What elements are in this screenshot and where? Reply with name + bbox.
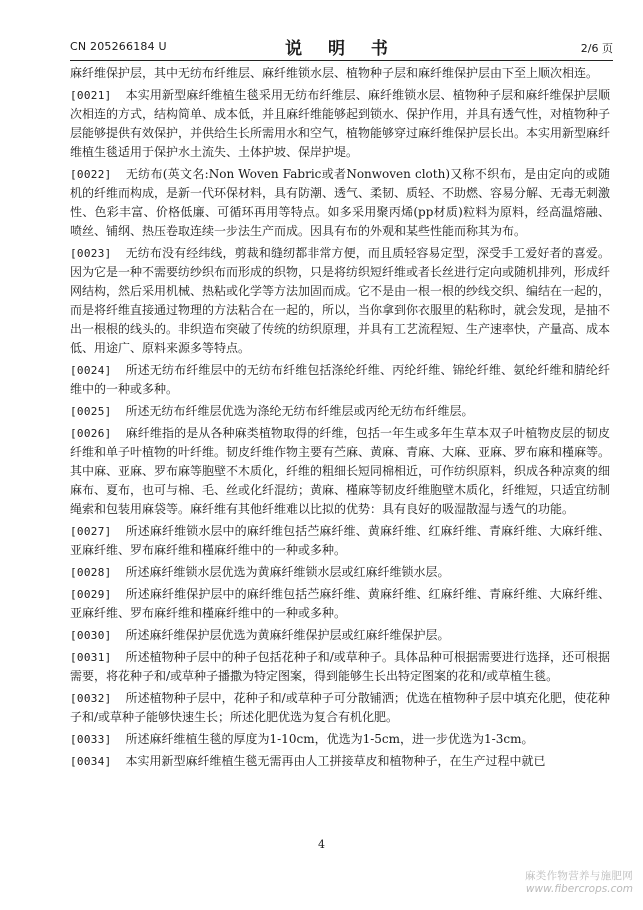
paragraph-text: 本实用新型麻纤维植生毯采用无纺布纤维层、麻纤维锁水层、植物种子层和麻纤维保护层顺次相连的方式，结构简单、成本低，并且麻纤维能够起到锁水、保护作用，并具有透气性，对植物种子层能够提供有效保护，并供给生长所需用水和空气，植物能够穿过麻纤维保护层长出。本实用新型麻纤维植生毯适用于保护水土流失、土体护坡、保岸护堤。 [70,88,611,159]
paragraph [70,86,610,162]
paragraph-text: 所述无纺布纤维层优选为涤纶无纺布纤维层或丙纶无纺布纤维层。 [125,404,474,418]
paragraph-number: [0029] [70,588,112,601]
paragraph-text: 所述麻纤维植生毯的厚度为1-10cm，优选为1-5cm，进一步优选为1-3cm。 [125,732,534,746]
paragraph-text: 无纺布没有经纬线，剪裁和缝纫都非常方便，而且质轻容易定型，深受手工爱好者的喜爱。因为它是一种不需要纺纱织布而形成的织物，只是将纺织短纤维或者长丝进行定向或随机排列，形成纤网结构，然后采用机械、热粘或化学等方法加固而成。它不是由一根一根的纱线交织、编结在一起的，而是将纤维直接通过物理的方法粘合在一起的，所以，当你拿到你衣服里的粘称时，就会发现，是抽不出一根根的线头的。非织造布突破了传统的纺织原理，并具有工艺流程短、生产速率快，产量高、成本低、用途广、原料来源多等特点。 [70,246,611,355]
paragraph-text: 无纺布(英文名:Non Woven Fabric或者Nonwoven cloth)又称不织布，是由定向的或随机的纤维而构成，是新一代环保材料，具有防潮、透气、柔韧、质轻、不助燃、容易分解、无毒无刺激性、色彩丰富、价格低廉、可循环再用等特点。如多采用聚丙烯(pp材质)粒料为原料，经高温熔融、喷丝、铺纲、热压卷取连续一步法生产而成。因具有布的外观和某些性能而称其为布。 [70,167,611,238]
paragraph-text: 所述无纺布纤维层中的无纺布纤维包括涤纶纤维、丙纶纤维、锦纶纤维、氨纶纤维和腈纶纤维中的一种或多种。 [70,363,610,396]
page-indicator: 2/6 页 [580,42,613,55]
paragraph-text: 麻纤维指的是从各种麻类植物取得的纤维，包括一年生或多年生草本双子叶植物皮层的韧皮纤维和单子叶植物的叶纤维。韧皮纤维作物主要有苎麻、黄麻、青麻、大麻、亚麻、罗布麻和槿麻等。其中麻、亚麻、罗布麻等胞壁不木质化，纤维的粗细长短同棉相近，可作纺织原料，织成各种凉爽的细麻布、夏布，也可与棉、毛、丝或化纤混纺；黄麻、槿麻等韧皮纤维胞壁木质化，纤维短，只适宜纺制绳索和包装用麻袋等。麻纤维有其他纤维难以比拟的优势：具有良好的吸湿散湿与透气的功能。 [70,426,611,516]
site-watermark [525,870,633,896]
watermark-url: www.fibercrops.com [525,883,633,895]
intro-paragraph: 麻纤维保护层，其中无纺布纤维层、麻纤维锁水层、植物种子层和麻纤维保护层由下至上顺次相连。 [70,66,599,80]
paragraph-number: [0034] [70,755,112,768]
paragraph-number: [0028] [70,566,112,579]
paragraph [70,585,610,623]
paragraph [70,522,610,560]
paragraph [70,730,610,749]
paragraph [70,244,610,358]
paragraph [70,402,610,421]
page-header [70,34,613,61]
paragraph-number: [0031] [70,651,112,664]
paragraph-text: 所述麻纤维保护层优选为黄麻纤维保护层或红麻纤维保护层。 [125,628,450,642]
document-body [70,64,610,774]
paragraph [70,752,610,771]
paragraph [70,626,610,645]
paragraph-number: [0023] [70,247,112,260]
paragraph-text: 所述植物种子层中的种子包括花种子和/或草种子。具体品种可根据需要进行选择，还可根据需要，将花种子和/或草种子播撒为特定图案，得到能够生长出特定图案的花和/或草植生毯。 [70,650,610,683]
paragraph-number: [0026] [70,427,112,440]
paragraph-number: [0021] [70,89,112,102]
paragraph-number: [0024] [70,364,112,377]
paragraph-number: [0033] [70,733,112,746]
document-title: 说 明 书 [285,39,398,59]
paragraph-number: [0032] [70,692,112,705]
paragraph [70,648,610,686]
paragraph-text: 所述麻纤维锁水层优选为黄麻纤维锁水层或红麻纤维锁水层。 [125,565,450,579]
paragraph-number: [0025] [70,405,112,418]
paragraph [70,165,610,241]
paragraph [70,424,610,519]
paragraph-text: 本实用新型麻纤维植生毯无需再由人工拼接草皮和植物种子，在生产过程中就已 [125,754,546,768]
patent-number: CN 205266184 U [70,40,167,53]
paragraph [70,689,610,727]
paragraph-text: 所述麻纤维锁水层中的麻纤维包括苎麻纤维、黄麻纤维、红麻纤维、青麻纤维、大麻纤维、亚麻纤维、罗布麻纤维和槿麻纤维中的一种或多种。 [70,524,610,557]
watermark-site-name: 麻类作物营养与施肥网 [525,870,633,882]
paragraph-number: [0030] [70,629,112,642]
paragraph-number: [0027] [70,525,112,538]
paragraph [70,563,610,582]
paragraph [70,361,610,399]
paragraph-list [70,86,610,771]
paragraph-text: 所述麻纤维保护层中的麻纤维包括苎麻纤维、黄麻纤维、红麻纤维、青麻纤维、大麻纤维、亚麻纤维、罗布麻纤维和槿麻纤维中的一种或多种。 [70,587,610,620]
paragraph-text: 所述植物种子层中，花种子和/或草种子可分散铺洒；优选在植物种子层中填充化肥，使花种子和/或草种子能够快速生长；所述化肥优选为复合有机化肥。 [70,691,610,724]
paragraph-number: [0022] [70,168,112,181]
page-number: 4 [318,838,325,851]
